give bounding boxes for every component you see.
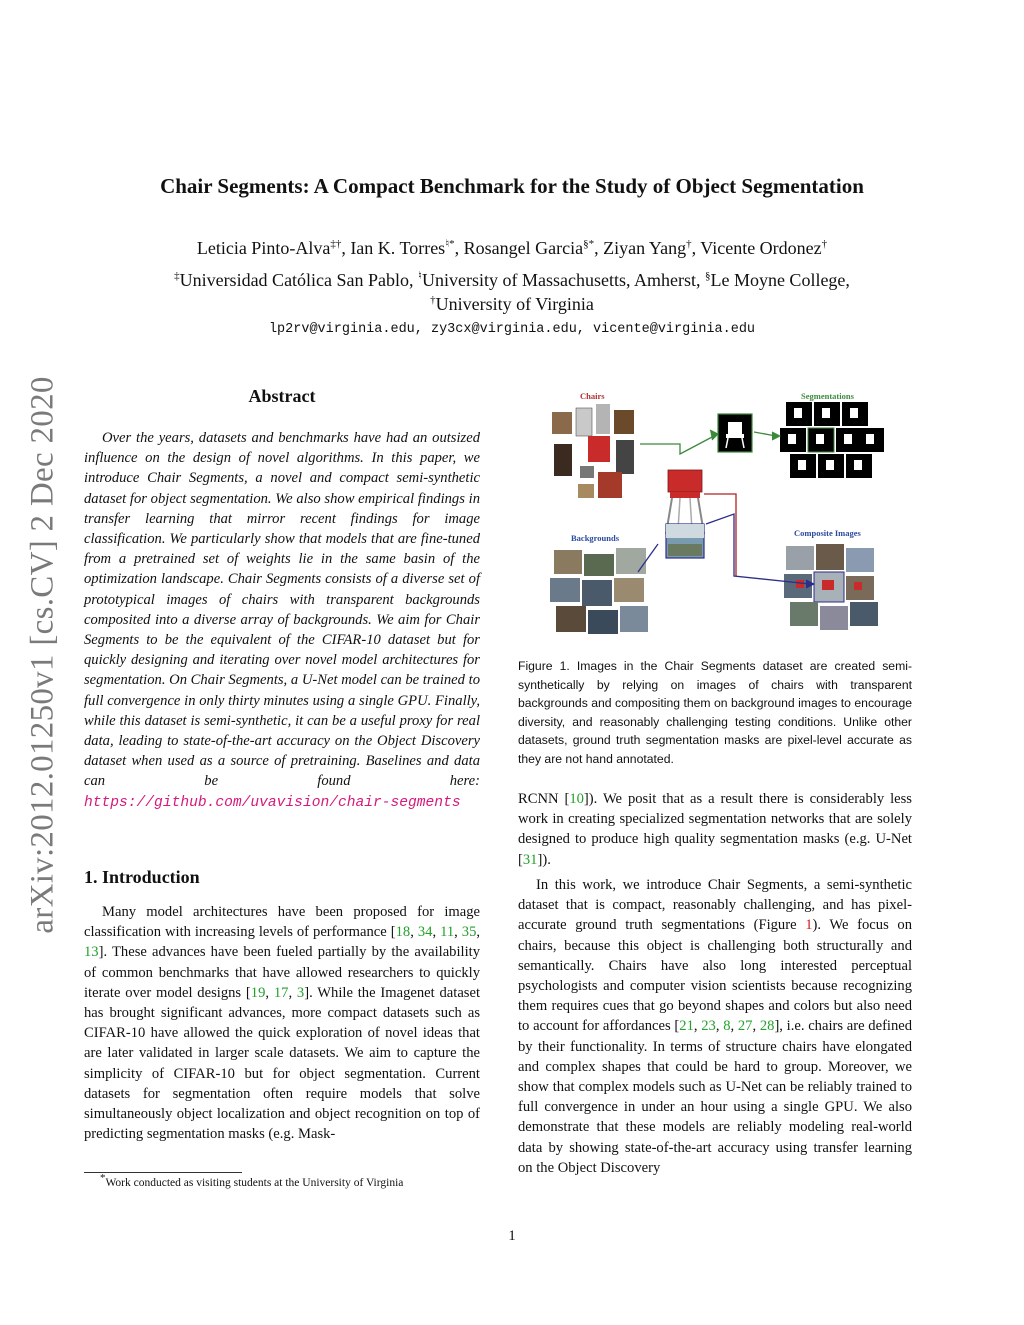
segmentation-highlight <box>718 414 752 452</box>
github-link[interactable]: https://github.com/uvavision/chair-segments <box>84 794 461 811</box>
paragraph-text: Many model architectures have been proposed for image classification with increasing levels of performance [ <box>84 904 480 941</box>
right-paragraph-2 <box>518 875 912 1178</box>
citation-link[interactable]: 11 <box>440 924 455 941</box>
citation-link[interactable]: 3 <box>296 984 305 1001</box>
paragraph-text: In this work, we introduce Chair Segments, a semi-synthetic dataset that is compact, reasonably challenging, and has pixel-accurate ground truth segmentations (Figure <box>518 877 912 934</box>
author-mark: † <box>686 238 692 250</box>
affiliation-name: Le Moyne College, <box>710 270 850 290</box>
affiliation-name: Universidad Católica San Pablo, <box>179 270 419 290</box>
citation-link[interactable]: 19 <box>250 984 266 1001</box>
author-mark: §* <box>583 238 595 250</box>
chairs-cluster <box>552 404 634 498</box>
affiliations-line-2 <box>60 294 964 315</box>
paragraph-text: , <box>410 924 418 941</box>
author-separator: , <box>454 238 464 258</box>
citation-link[interactable]: 13 <box>84 944 99 961</box>
citation-link[interactable]: 27 <box>737 1018 753 1035</box>
author-name: Ziyan Yang <box>603 238 687 258</box>
paragraph-text: , <box>454 924 462 941</box>
figure-1 <box>540 384 890 648</box>
citation-link[interactable]: 35 <box>461 924 477 941</box>
author-name: Ian K. Torres <box>350 238 446 258</box>
paragraph-text: RCNN [ <box>518 791 570 807</box>
figure-caption: Figure 1. Images in the Chair Segments dataset are created semi-synthetically by relying on images of chairs with transparent backgrounds and compositing them on background images to encourage diversity, and reasonably challenging testing conditions. Unlike other datasets, ground truth segmentation masks are pixel-level accurate as they are not hand annotated. <box>518 659 912 766</box>
figure-label-chairs: Chairs <box>580 391 605 401</box>
footnote-rule <box>84 1172 242 1173</box>
citation-link[interactable]: 8 <box>723 1018 731 1035</box>
citation-link[interactable]: 21 <box>679 1018 694 1035</box>
figure-ref-link[interactable]: 1 <box>805 917 813 934</box>
abstract-text: Over the years, datasets and benchmarks have had an outsized influence on the design of novel algorithms. In this paper, we introduce Chair Segments, a novel and compact semi-synthetic dataset for object segmentation. We also show empirical findings in transfer learning that mirror recent findings for image classification. We particularly show that models that are fine-tuned from a pretrained set of weights lie in the same basin of the optimization landscape. Chair Segments consists of a diverse set of prototypical images of chairs with transparent backgrounds composited into a diverse array of backgrounds. We aim for Chair Segments to be the equivalent of the CIFAR-10 dataset but for quickly designing and iterating over novel model architectures for segmentation. On Chair Segments, a U-Net model can be trained to full convergence in only thirty minutes using a single GPU. Finally, while this dataset is semi-synthetic, it can be a useful proxy for real data, leading to state-of-the-art accuracy on the Object Discovery dataset when used as a source of pretraining. Baselines and data can be found here: <box>84 430 480 790</box>
paragraph-text: , <box>752 1018 760 1035</box>
paragraph-text: ]). <box>537 851 551 868</box>
abstract-heading: Abstract <box>248 386 316 406</box>
affiliation-mark: ‡ <box>174 270 180 282</box>
footnote-mark: * <box>100 1172 106 1185</box>
author-mark: ♮* <box>445 238 455 250</box>
paragraph-text: ], i.e. chairs are defined by their functionality. In terms of structure chairs have elongated and complex shapes that could be hard to group. Moreover, we show that complex models such as U-Net can be reliably trained to full convergence in under an hour using a single GPU. We also demonstrate that these models are reliably modeling real-world data by showing state-of-the-art accuracy using transfer learning on the Object Discovery <box>518 1018 913 1176</box>
paragraph-text: , <box>730 1018 738 1035</box>
citation-link[interactable]: 28 <box>759 1018 775 1035</box>
affiliation-mark: † <box>430 294 436 306</box>
affiliation-name: University of Virginia <box>435 294 594 314</box>
author-name: Vicente Ordonez <box>700 238 822 258</box>
composite-cluster <box>784 544 878 630</box>
background-highlight <box>666 524 704 558</box>
section-heading-introduction: 1. Introduction <box>84 867 200 887</box>
citation-link[interactable]: 17 <box>273 984 289 1001</box>
affiliations-line-1 <box>60 270 964 291</box>
paragraph-text: , <box>715 1018 724 1035</box>
figure-label-backgrounds: Backgrounds <box>571 533 620 543</box>
affiliation-mark: § <box>704 270 711 282</box>
author-name: Rosangel Garcia <box>463 238 584 258</box>
figure-label-segmentations: Segmentations <box>801 391 854 401</box>
backgrounds-cluster <box>550 548 648 634</box>
paragraph-text: ). We focus on chairs, because this object is challenging both structurally and semantically. Chairs have also long interested perceptual psychologists and computer vision scientists because recognizing them requires cues that go beyond shapes and colors but also need to account for affordances [ <box>518 917 912 1035</box>
segmentations-grid <box>780 402 884 478</box>
citation-link[interactable]: 23 <box>701 1018 716 1035</box>
paper-title: Chair Segments: A Compact Benchmark for the Study of Object Segmentation <box>160 174 864 198</box>
paragraph-text: , <box>693 1018 702 1035</box>
figure-label-composite: Composite Images <box>794 528 861 538</box>
footnote <box>100 1172 404 1189</box>
citation-link[interactable]: 10 <box>569 791 584 807</box>
paragraph-text: , <box>265 984 274 1001</box>
author-separator: , <box>341 238 351 258</box>
author-list <box>60 238 964 259</box>
author-separator: , <box>594 238 604 258</box>
affiliation-mark: ♮ <box>418 270 422 282</box>
paragraph-text: ]. These advances have been fueled partially by the availability of common benchmarks that have allowed researchers to quickly iterate over model designs [ <box>84 944 480 1001</box>
author-mark: † <box>821 238 828 250</box>
arxiv-sidebar-stamp <box>16 360 70 950</box>
paragraph-text: , <box>432 924 441 941</box>
author-mark: ‡† <box>330 238 342 250</box>
author-name: Leticia Pinto-Alva <box>196 238 331 258</box>
right-paragraph-1 <box>518 789 912 870</box>
footnote-text: Work conducted as visiting students at the University of Virginia <box>105 1177 404 1189</box>
author-emails: lp2rv@virginia.edu, zy3cx@virginia.edu, vicente@virginia.edu <box>268 322 756 337</box>
paragraph-text: ]). We posit that as a result there is considerably less work in creating specialized segmentation networks that are solely designed to produce high quality segmentation masks (e.g. U-Net [ <box>518 791 912 868</box>
citation-link[interactable]: 18 <box>395 924 411 941</box>
arxiv-id: arXiv:2012.01250v1 [cs.CV] 2 Dec 2020 <box>24 376 61 934</box>
paragraph-text: , <box>476 924 481 941</box>
affiliation-name: University of Massachusetts, Amherst, <box>421 270 705 290</box>
citation-link[interactable]: 31 <box>522 851 538 868</box>
citation-link[interactable]: 34 <box>417 924 433 941</box>
intro-paragraph <box>84 902 480 1144</box>
abstract-body <box>84 428 480 813</box>
author-separator: , <box>691 238 701 258</box>
paragraph-text: , <box>288 984 297 1001</box>
paragraph-text: ]. While the Imagenet dataset has brought significant advances, more compact datasets such as CIFAR-10 have allowed the quick exploration of novel ideas that are later validated in larger scale datasets. We aim to capture the simplicity of CIFAR-10 but for object segmentation. Current datasets for segmentation often require models that solve simultaneously object localization and object recognition on top of predicting segmentation masks (e.g. Mask- <box>84 984 481 1143</box>
page-number: 1 <box>508 1228 516 1244</box>
